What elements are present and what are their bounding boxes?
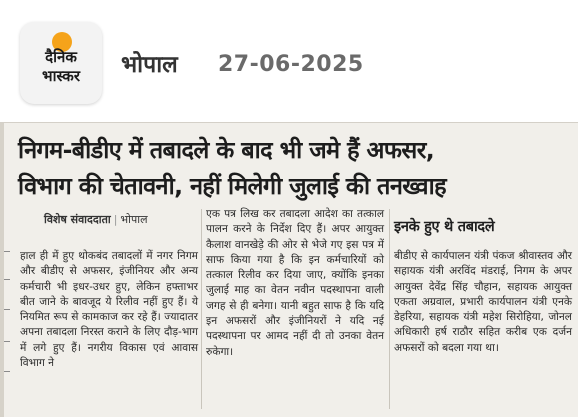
margin-marks [4, 249, 14, 399]
byline-separator: | [113, 213, 118, 226]
logo-text-line2: भास्कर [42, 67, 80, 85]
headline-line-2: विभाग की चेतावनी, नहीं मिलेगी जुलाई की तनख्वाह [18, 172, 446, 200]
news-clipping [0, 122, 578, 417]
transfer-list-text: बीडीए से कार्यपालन यंत्री पंकज श्रीवास्तव और सहायक यंत्री अरविंद मंडराई, निगम के अपर आयुक्त देवेंद्र सिंह चौहान, सहायक आयुक्त एकता अग्रवाल, प्रभारी कार्यपालन यंत्री एनके डेहरिया, सहायक यंत्री महेश सिरोहिया, जोनल अधिकारी हर्ष राठौर सहित करीब एक दर्जन अफसरों को बदला गया था। [394, 250, 572, 354]
column-divider [201, 209, 202, 409]
margin-mark [4, 309, 10, 310]
edition-date: 27-06-2025 [218, 52, 364, 77]
byline-reporter: विशेष संवाददाता [44, 213, 111, 226]
byline [44, 213, 204, 227]
byline-city: भोपाल [120, 213, 148, 226]
header-band [0, 0, 578, 122]
transfer-list-title: इनके हुए थे तबादले [394, 219, 495, 235]
headline-line-1: निगम-बीडीए में तबादले के बाद भी जमे हैं अफसर, [18, 136, 435, 164]
article-column-1: हाल ही में हुए थोकबंद तबादलों में नगर निगम और बीडीए से अफसर, इंजीनियर और अन्य कर्मचारी भी इधर-उधर हुए, लेकिन हफ्ताभर बीत जाने के बावजूद ये रिलीव नहीं हुए हैं। ये नियमित रूप से कामकाज कर रहे हैं। ज्यादातर अपना तबादला निरस्त कराने के लिए दौड़-भाग में लगे हुए हैं। नगरीय विकास एवं आवास विभाग ने [20, 250, 198, 370]
logo-text-line1: दैनिक [45, 48, 77, 66]
article-column-2: एक पत्र लिख कर तबादला आदेश का तत्काल पालन करने के निर्देश दिए हैं। अपर आयुक्त कैलाश वानखेड़े की ओर से भेजे गए इस पत्र में साफ किया गया है कि इन कर्मचारियों को तत्काल रिलीव कर दिया जाए, क्योंकि इनका जुलाई माह का वेतन नवीन पदस्थापना वाली जगह से ही बनेगा। यानी बहुत साफ है कि यदि इन अफसरों और इंजीनियरों ने यदि नई पदस्थापना पर आमद नहीं दी तो उनका वेतन रुकेगा। [206, 208, 384, 358]
margin-mark [4, 279, 10, 280]
edition-city: भोपाल [121, 52, 178, 78]
column-divider [389, 209, 390, 409]
margin-mark [4, 251, 10, 252]
margin-mark [4, 371, 10, 372]
margin-mark [4, 341, 10, 342]
